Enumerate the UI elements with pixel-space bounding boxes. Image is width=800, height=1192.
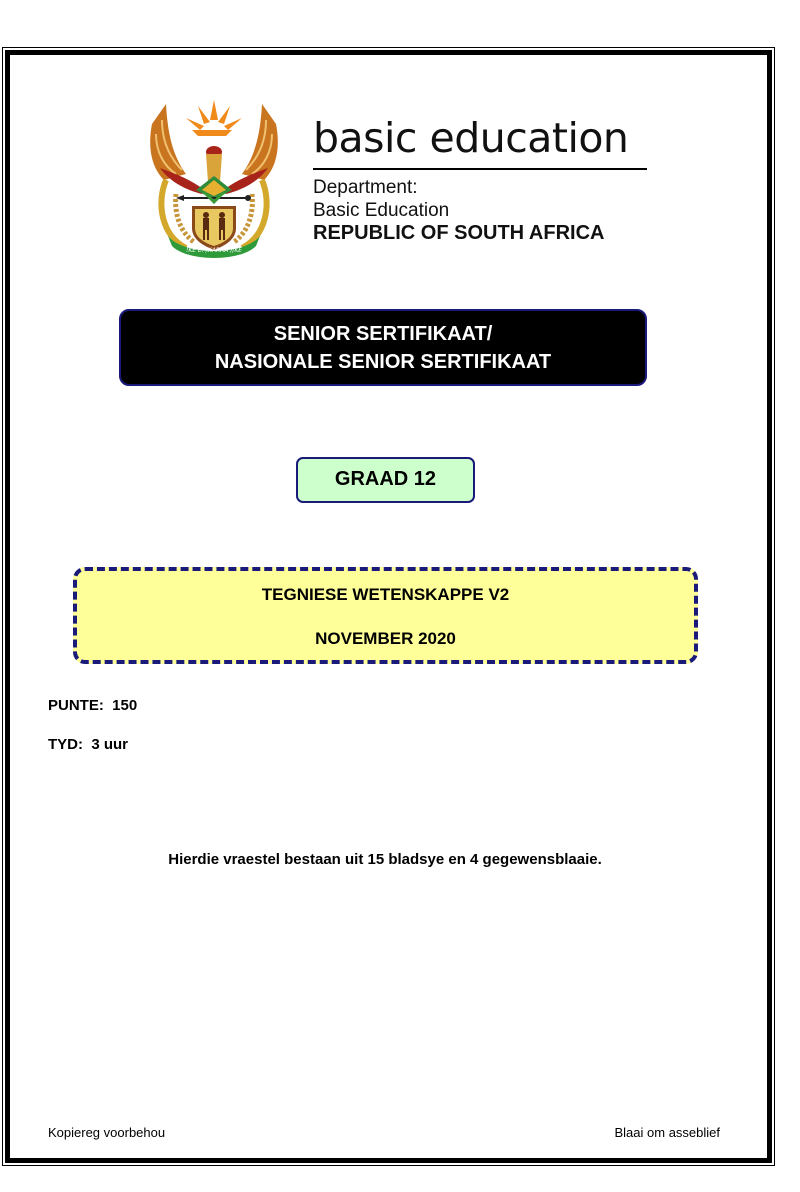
department-name: Basic Education	[313, 200, 450, 221]
grade-badge	[296, 457, 475, 503]
subject-panel	[73, 567, 698, 664]
exam-session: NOVEMBER 2020	[315, 629, 456, 648]
coat-of-arms-icon	[146, 94, 282, 258]
grade-label: GRAAD 12	[334, 468, 437, 490]
copyright-notice: Kopiereg voorbehou	[48, 1125, 166, 1140]
certificate-line-2: NASIONALE SENIOR SERTIFIKAAT	[214, 351, 552, 373]
brand-title: basic education	[313, 114, 629, 162]
certificate-banner	[119, 309, 647, 386]
country-name: REPUBLIC OF SOUTH AFRICA	[313, 222, 605, 244]
certificate-line-1: SENIOR SERTIFIKAAT/	[273, 323, 493, 345]
department-label: Department:	[313, 177, 418, 198]
turn-over-notice: Blaai om asseblief	[614, 1125, 720, 1140]
exam-duration: TYD: 3 uur	[48, 736, 129, 753]
svg-text:!KE E: /XARRA //KE: !KE E: /XARRA //KE	[185, 247, 243, 254]
brand-divider	[313, 168, 647, 170]
subject-title: TEGNIESE WETENSKAPPE V2	[261, 585, 510, 604]
page-count-note: Hierdie vraestel bestaan uit 15 bladsye en 4 gegewensblaaie.	[168, 851, 602, 868]
total-marks: PUNTE: 150	[48, 697, 138, 714]
